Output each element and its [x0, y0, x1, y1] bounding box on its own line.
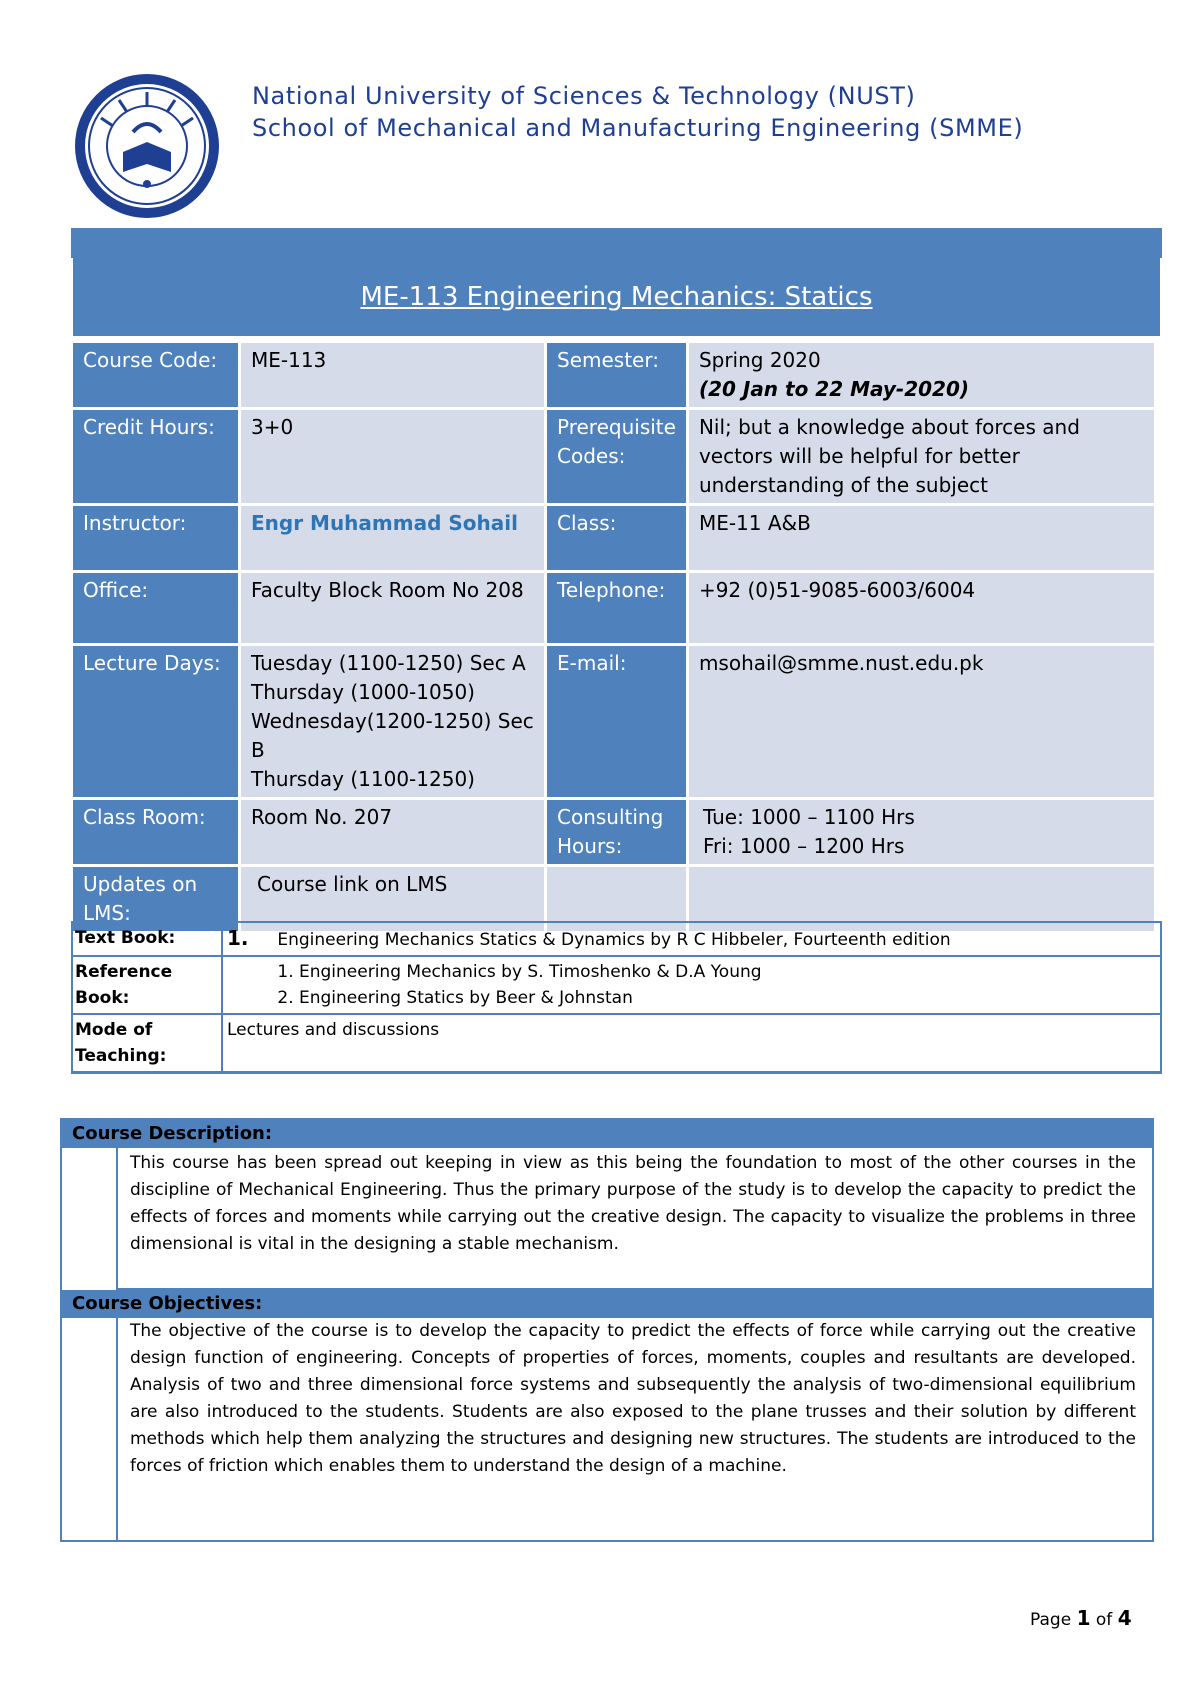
- lms-label: Updates on LMS:: [73, 867, 238, 931]
- lecture-days-value: [241, 646, 544, 797]
- lecture-day: Wednesday(1200-1250) Sec B: [251, 709, 534, 762]
- lecture-days-label: Lecture Days:: [73, 646, 238, 797]
- books-table: [71, 921, 1162, 1074]
- of-word: of: [1095, 1610, 1113, 1630]
- course-objectives-text: The objective of the course is to develop the capacity to predict the effects of force while carrying out the creative design function of engineering. Concepts of properties of forces, moments, couples and resultants are developed. Analysis of two and three dimensional force systems and subsequently the analysis of two-dimensional equilibrium are also introduced to the students. Students are also exposed to the plane trusses and their solution by different methods which help them analyzing the structures and designing new structures. The students are introduced to the forces of friction which enables them to understand the design of a machine.: [130, 1321, 1136, 1476]
- table-row: [73, 573, 1154, 643]
- consulting-hours-value: [689, 800, 1154, 864]
- semester-line2: (20 Jan to 22 May-2020): [698, 377, 969, 401]
- email-value[interactable]: msohail@smme.nust.edu.pk: [689, 646, 1154, 797]
- instructor-value: Engr Muhammad Sohail: [241, 506, 544, 570]
- course-description-text: This course has been spread out keeping in view as this being the foundation to most of the other courses in the discipline of Mechanical Engineering. Thus the primary purpose of the study is to develop the capacity to predict the effects of forces and moments while carrying out the creative design. The capacity to visualize the problems in three dimensional is vital in the designing a stable mechanism.: [130, 1153, 1136, 1254]
- current-page: 1: [1076, 1606, 1091, 1630]
- lecture-day: Tuesday (1100-1250) Sec A: [251, 651, 526, 675]
- text-book-label: Text Book:: [72, 922, 222, 956]
- table-row: [73, 646, 1154, 797]
- reference-book-value: [222, 956, 1161, 1014]
- credit-hours-value: 3+0: [241, 410, 544, 503]
- consulting-slot: Fri: 1000 – 1200 Hrs: [702, 834, 905, 858]
- lecture-day: Thursday (1000-1050): [251, 680, 475, 704]
- class-room-label: Class Room:: [73, 800, 238, 864]
- university-logo-icon: [73, 72, 221, 220]
- title-top-bar: [71, 228, 1162, 258]
- table-row: [73, 343, 1154, 407]
- course-description-heading: Course Description:: [62, 1120, 1152, 1148]
- course-code-value: ME-113: [241, 343, 544, 407]
- mode-of-teaching-value: Lectures and discussions: [222, 1014, 1161, 1073]
- table-row: [72, 956, 1161, 1014]
- reference-item: 1. Engineering Mechanics by S. Timoshenko & D.A Young: [299, 959, 1158, 985]
- instructor-label: Instructor:: [73, 506, 238, 570]
- table-row: [73, 410, 1154, 503]
- table-row: [72, 1014, 1161, 1073]
- reference-book-label: Reference Book:: [72, 956, 222, 1014]
- course-title: ME-113 Engineering Mechanics: Statics: [360, 282, 873, 312]
- total-pages: 4: [1117, 1606, 1132, 1630]
- table-row: [73, 800, 1154, 864]
- page-word: Page: [1030, 1610, 1072, 1630]
- semester-label: Semester:: [547, 343, 686, 407]
- class-room-value: Room No. 207: [241, 800, 544, 864]
- semester-value: [689, 343, 1154, 407]
- header-title-block: [252, 80, 1023, 144]
- text-book-value: [222, 922, 1161, 956]
- semester-line1: Spring 2020: [698, 348, 821, 372]
- telephone-value: +92 (0)51-9085-6003/6004: [689, 573, 1154, 643]
- email-label: E-mail:: [547, 646, 686, 797]
- course-title-box: [73, 258, 1160, 336]
- prerequisite-value: Nil; but a knowledge about forces and vectors will be helpful for better understanding of the subject: [689, 410, 1154, 503]
- office-value: Faculty Block Room No 208: [241, 573, 544, 643]
- credit-hours-label: Credit Hours:: [73, 410, 238, 503]
- office-label: Office:: [73, 573, 238, 643]
- text-book-title: Engineering Mechanics Statics & Dynamics by R C Hibbeler, Fourteenth edition: [277, 930, 951, 950]
- class-value: ME-11 A&B: [689, 506, 1154, 570]
- mode-of-teaching-label: Mode of Teaching:: [72, 1014, 222, 1073]
- page-number: [1030, 1606, 1132, 1630]
- consulting-hours-label: Consulting Hours:: [547, 800, 686, 864]
- school-name: School of Mechanical and Manufacturing Engineering (SMME): [252, 114, 1024, 142]
- course-details-box: [60, 1118, 1154, 1542]
- course-info-table: [70, 340, 1157, 934]
- prerequisite-label: Prerequisite Codes:: [547, 410, 686, 503]
- telephone-label: Telephone:: [547, 573, 686, 643]
- text-book-number: 1.: [227, 926, 249, 950]
- left-column: [62, 1318, 118, 1540]
- table-row: [73, 506, 1154, 570]
- left-column: [62, 1148, 118, 1288]
- lms-value[interactable]: Course link on LMS: [241, 867, 544, 931]
- lecture-day: Thursday (1100-1250): [251, 767, 475, 791]
- course-objectives-heading: Course Objectives:: [62, 1290, 1152, 1318]
- class-label: Class:: [547, 506, 686, 570]
- course-code-label: Course Code:: [73, 343, 238, 407]
- consulting-slot: Tue: 1000 – 1100 Hrs: [702, 805, 915, 829]
- university-name: National University of Sciences & Technology (NUST): [252, 82, 916, 110]
- table-row: [72, 922, 1161, 956]
- reference-item: 2. Engineering Statics by Beer & Johnstan: [299, 985, 1158, 1011]
